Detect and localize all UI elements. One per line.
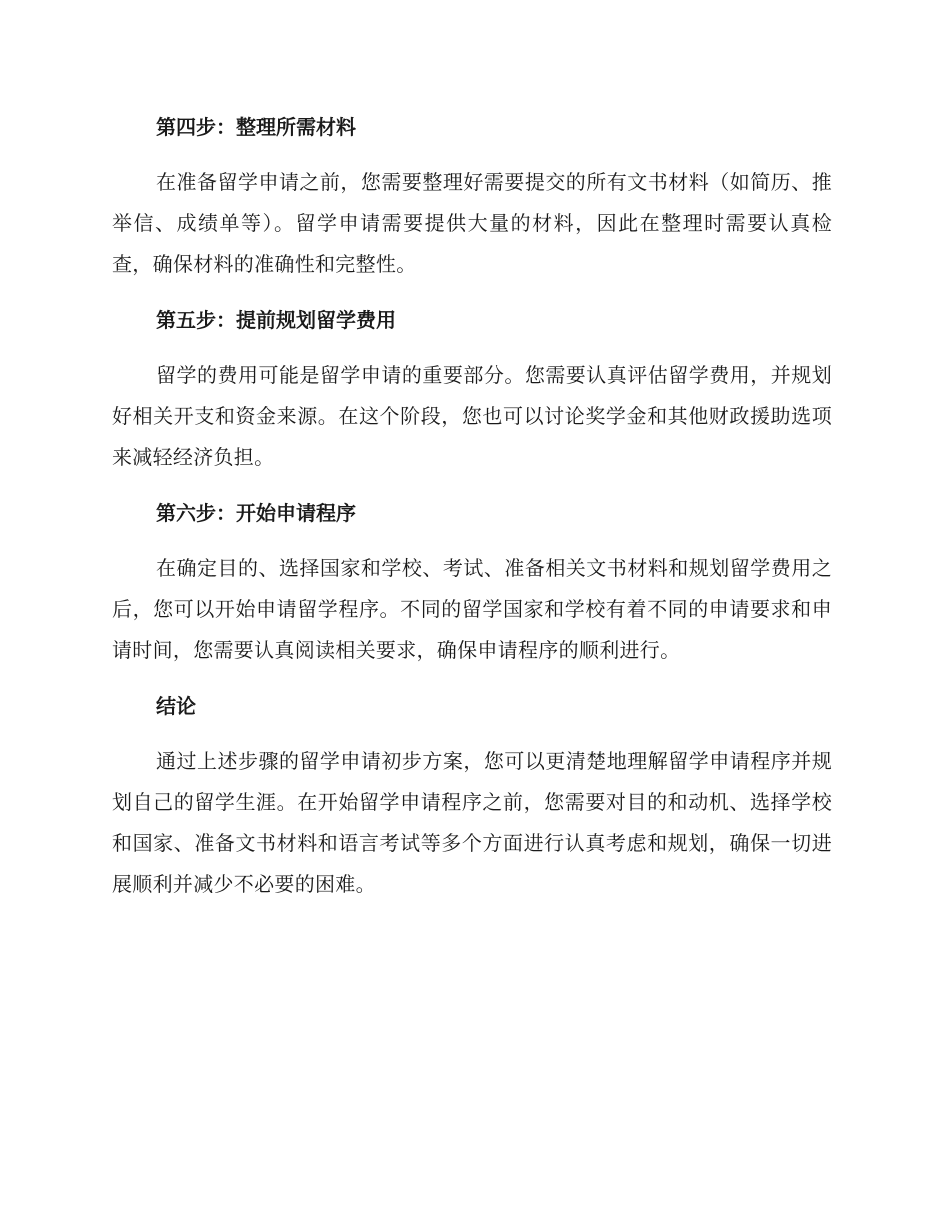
section-heading-step-6: 第六步：开始申请程序 [156,501,356,525]
section-heading-step-5: 第五步：提前规划留学费用 [156,308,396,332]
section-paragraph-conclusion: 通过上述步骤的留学申请初步方案，您可以更清楚地理解留学申请程序并规划自己的留学生涯。在开始留学申请程序之前，您需要对目的和动机、选择学校和国家、准备文书材料和语言考试等多个方面进行认真考虑和规划，确保一切进展顺利并减少不必要的困难。 [112,749,832,896]
section-paragraph-step-5: 留学的费用可能是留学申请的重要部分。您需要认真评估留学费用，并规划好相关开支和资金来源。在这个阶段，您也可以讨论奖学金和其他财政援助选项来减轻经济负担。 [112,363,832,469]
section-heading-conclusion: 结论 [156,694,196,718]
section-heading-step-4: 第四步：整理所需材料 [156,115,356,139]
section-paragraph-step-6: 在确定目的、选择国家和学校、考试、准备相关文书材料和规划留学费用之后，您可以开始申请留学程序。不同的留学国家和学校有着不同的申请要求和申请时间，您需要认真阅读相关要求，确保申请程序的顺利进行。 [112,556,832,662]
document-page [112,112,832,905]
section-paragraph-step-4: 在准备留学申请之前，您需要整理好需要提交的所有文书材料（如简历、推举信、成绩单等）。留学申请需要提供大量的材料，因此在整理时需要认真检查，确保材料的准确性和完整性。 [112,170,832,276]
